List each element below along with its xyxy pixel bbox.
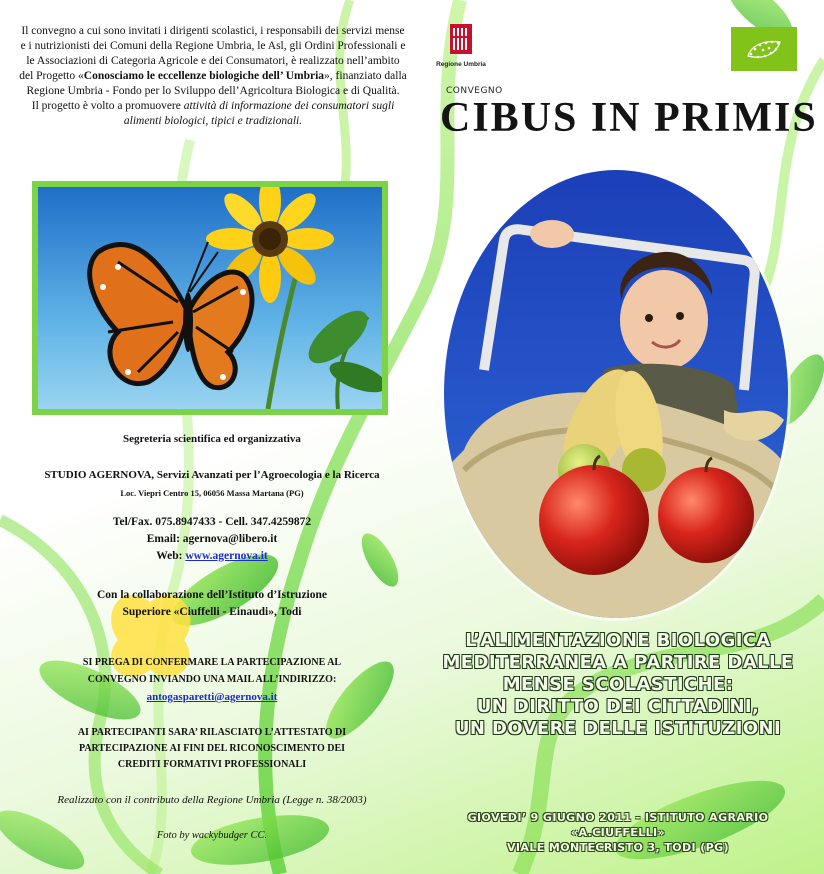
web-link[interactable]: www.agernova.it (185, 550, 268, 562)
headline-line-4: UN DIRITTO DEI CITTADINI, (476, 696, 760, 717)
photo-credit: Foto by wackybudger CC. (156, 830, 268, 841)
headline (428, 630, 808, 740)
headline-line-2: MEDITERRANEA A PARTIRE DALLE (442, 652, 794, 673)
certificate-line-3: CREDITI FORMATIVI PROFESSIONALI (117, 759, 307, 770)
event-date-venue: GIOVEDI’ 9 GIUGNO 2011 - ISTITUTO AGRARIO «A.CIUFFELLI» (467, 811, 769, 839)
secretariat-heading: Segreteria scientifica ed organizzativa (123, 433, 301, 445)
eu-organic-leaf-icon (736, 30, 792, 68)
child-with-apples-photo (444, 170, 788, 618)
collaboration-line-2: Superiore «Ciuffelli - Einaudi», Todi (122, 606, 302, 618)
event-details (420, 810, 816, 855)
butterfly-photo (38, 187, 382, 409)
phone-line: Tel/Fax. 075.8947433 - Cell. 347.4259872 (112, 516, 312, 528)
headline-line-1: L’ALIMENTAZIONE BIOLOGICA (465, 630, 771, 651)
certificate-line-2: PARTECIPAZIONE AI FINI DEL RICONOSCIMENTO DEI (78, 743, 346, 754)
butterfly-photo-frame (32, 181, 388, 415)
event-title: CIBUS IN PRIMIS (440, 95, 818, 141)
rsvp-email-link[interactable]: antogasparetti@agernova.it (146, 691, 278, 703)
rsvp-email-wrapper (10, 691, 414, 703)
headline-line-5: UN DOVERE DELLE ISTITUZIONI (454, 718, 782, 739)
funding-credit: Realizzato con il contributo della Regione Umbria (Legge n. 38/2003) (57, 794, 367, 806)
intro-text (18, 24, 408, 129)
rsvp-line-2: CONVEGNO INVIANDO UNA MAIL ALL’INDIRIZZO: (87, 674, 337, 685)
collaboration-line-1: Con la collaborazione dell’Istituto d’Istruzione (97, 589, 327, 601)
regione-umbria-logo (432, 24, 490, 68)
web-line (10, 550, 414, 562)
web-label: Web: (156, 550, 186, 562)
intro-paragraph-1: Il convegno a cui sono invitati i dirigenti scolastici, i responsabili dei servizi mense e i nutrizionisti dei Comuni della Regione Umbria, le Asl, gli Ordini Professionali e le Associazioni di Categoria Agricole e dei Consumatori, è realizzato nell’ambito del Progetto «Conosciamo le eccellenze biologiche dell’ Umbria», finanziato dalla Regione Umbria - Fondo per lo Sviluppo dell’Agricoltura Biologica e di Qualità. (19, 25, 407, 97)
email-line: Email: agernova@libero.it (146, 533, 278, 545)
intro-paragraph-2: Il progetto è volto a promuovere attività di informazione dei consumatori sugli alimenti biologici, tipici e tradizionali. (31, 100, 395, 127)
event-address: VIALE MONTECRISTO 3, TODI (PG) (507, 841, 729, 854)
regione-umbria-emblem-icon (450, 24, 472, 54)
eu-organic-logo (731, 27, 797, 71)
headline-line-3: MENSE SCOLASTICHE: (502, 674, 734, 695)
rsvp-line-1: SI PREGA DI CONFERMARE LA PARTECIPAZIONE AL (82, 657, 342, 668)
company-name: STUDIO AGERNOVA, Servizi Avanzati per l’Agroecologia e la Ricerca (44, 469, 380, 481)
company-address: Loc. Viepri Centro 15, 06056 Massa Martana (PG) (120, 488, 304, 498)
certificate-line-1: AI PARTECIPANTI SARA’ RILASCIATO L’ATTESTATO DI (77, 727, 347, 738)
convegno-label: CONVEGNO (446, 86, 503, 96)
regione-umbria-label: Regione Umbria (436, 61, 486, 68)
